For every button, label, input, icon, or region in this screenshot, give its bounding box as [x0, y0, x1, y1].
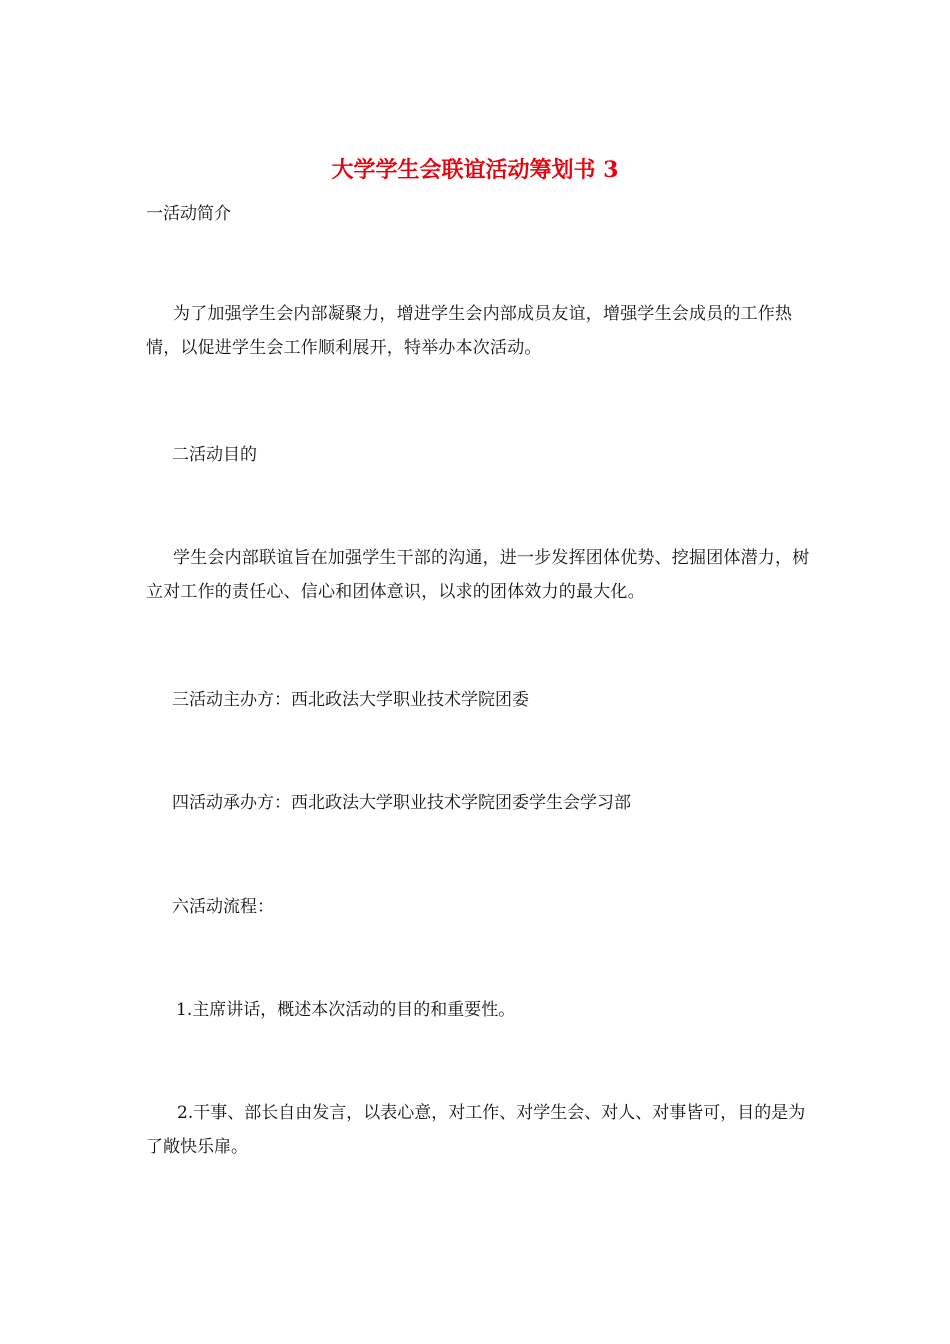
- section-3-organizer: 三活动主办方：西北政法大学职业技术学院团委: [172, 690, 529, 710]
- document-title: 大学学生会联谊活动筹划书 3: [331, 157, 619, 183]
- section-4-host: 四活动承办方：西北政法大学职业技术学院团委学生会学习部: [172, 793, 631, 813]
- flow-step-2: 2.干事、部长自由发言，以表心意，对工作、对学生会、对人、对事皆可，目的是为了敞快乐扉。: [146, 1103, 806, 1157]
- section-2-heading: 二活动目的: [172, 445, 257, 465]
- section-1-body: 为了加强学生会内部凝聚力，增进学生会内部成员友谊，增强学生会成员的工作热情，以促进学生会工作顺利展开，特举办本次活动。: [146, 304, 793, 358]
- section-2-body: 学生会内部联谊旨在加强学生干部的沟通，进一步发挥团体优势、挖掘团体潜力，树立对工作的责任心、信心和团体意识，以求的团体效力的最大化。: [146, 548, 810, 602]
- section-1-heading: 一活动简介: [146, 204, 231, 224]
- flow-step-1: 1.主席讲话，概述本次活动的目的和重要性。: [176, 1000, 516, 1020]
- section-6-heading: 六活动流程：: [172, 897, 274, 917]
